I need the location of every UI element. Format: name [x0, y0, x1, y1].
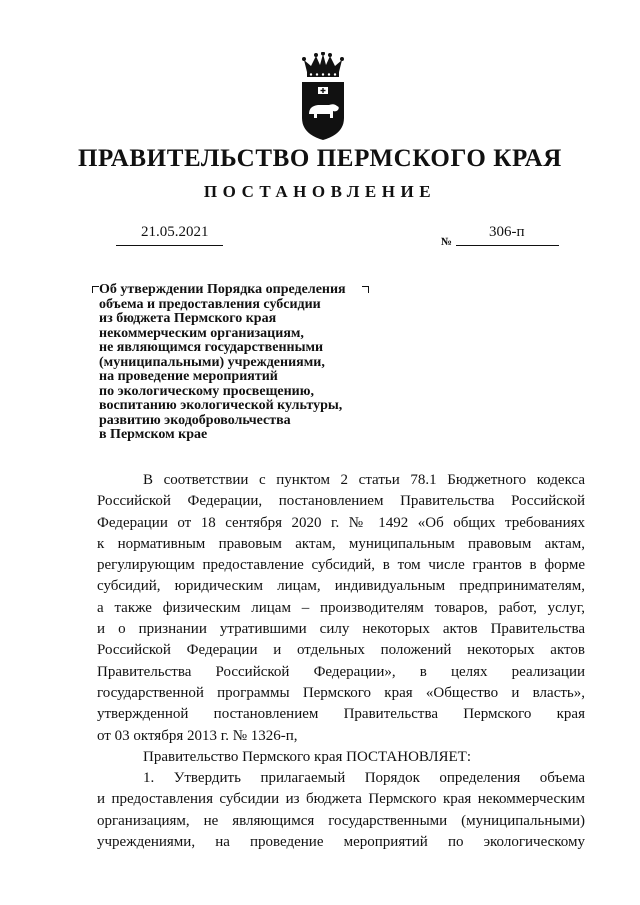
- date-underline: [116, 245, 223, 246]
- body-line: а также физическим лицам – производителям товаров, работ, услуг,: [97, 599, 585, 616]
- subject-bracket-left: [92, 286, 99, 293]
- subject-line: не являющимся государственными: [99, 340, 324, 355]
- subject-line: развитию экодобровольчества: [99, 412, 291, 428]
- body-line: регулирующим предоставление субсидий, в том числе грантов в форме: [97, 557, 585, 574]
- body-line: к нормативным правовым актам, муниципальным правовым актам,: [97, 535, 585, 552]
- subject-line: в Пермском крае: [99, 427, 208, 442]
- body-line: Российской Федерации и отдельных положений некоторых актов: [97, 642, 585, 659]
- document-number: 306-п: [489, 224, 525, 240]
- body-line: субсидий, юридическим лицам, индивидуальным предпринимателям,: [97, 578, 585, 595]
- body-line: учреждениями, на проведение мероприятий по экологическому: [97, 834, 585, 851]
- document-date: 21.05.2021: [141, 224, 209, 240]
- resolution-line: Правительство Пермского края ПОСТАНОВЛЯЕТ:: [143, 748, 472, 765]
- subject-line: на проведение мероприятий: [99, 369, 278, 384]
- subject-line: объема и предоставления субсидии: [99, 296, 321, 312]
- body-line: утвержденной постановлением Правительства Пермского края: [97, 706, 585, 723]
- number-sign: №: [441, 236, 453, 248]
- subject-line: из бюджета Пермского края: [99, 311, 277, 326]
- subject-line: (муниципальными) учреждениями,: [99, 354, 325, 370]
- document-type: ПОСТАНОВЛЕНИЕ: [203, 182, 437, 201]
- subject-line: Об утверждении Порядка определения: [99, 282, 346, 297]
- subject-line: некоммерческим организациям,: [99, 325, 304, 341]
- government-title: ПРАВИТЕЛЬСТВО ПЕРМСКОГО КРАЯ: [78, 145, 562, 172]
- body-line: от 03 октября 2013 г. № 1326-п,: [97, 727, 298, 744]
- body-line: организациям, не являющимся государственными (муниципальными): [97, 812, 585, 829]
- document-subject: [99, 283, 389, 443]
- document-body: [97, 470, 585, 853]
- body-line: В соответствии с пунктом 2 статьи 78.1 Бюджетного кодекса: [143, 472, 585, 488]
- body-line: Федерации от 18 сентября 2020 г. № 1492 «Об общих требованиях: [97, 514, 585, 531]
- body-line: государственной программы Пермского края «Общество и власть»,: [97, 684, 585, 701]
- body-line: Правительства Российской Федерации», в целях реализации: [97, 663, 585, 680]
- subject-line: по экологическому просвещению,: [99, 383, 314, 399]
- number-underline: [456, 245, 559, 246]
- subject-line: воспитанию экологической культуры,: [99, 398, 343, 413]
- coat-of-arms-icon: [296, 52, 350, 142]
- body-line: 1. Утвердить прилагаемый Порядок определения объема: [143, 770, 585, 787]
- body-line: и предоставления субсидии из бюджета Пермского края некоммерческим: [97, 791, 585, 808]
- body-line: Российской Федерации, постановлением Правительства Российской: [97, 493, 585, 510]
- body-line: и о признании утратившими силу некоторых актов Правительства: [97, 621, 585, 638]
